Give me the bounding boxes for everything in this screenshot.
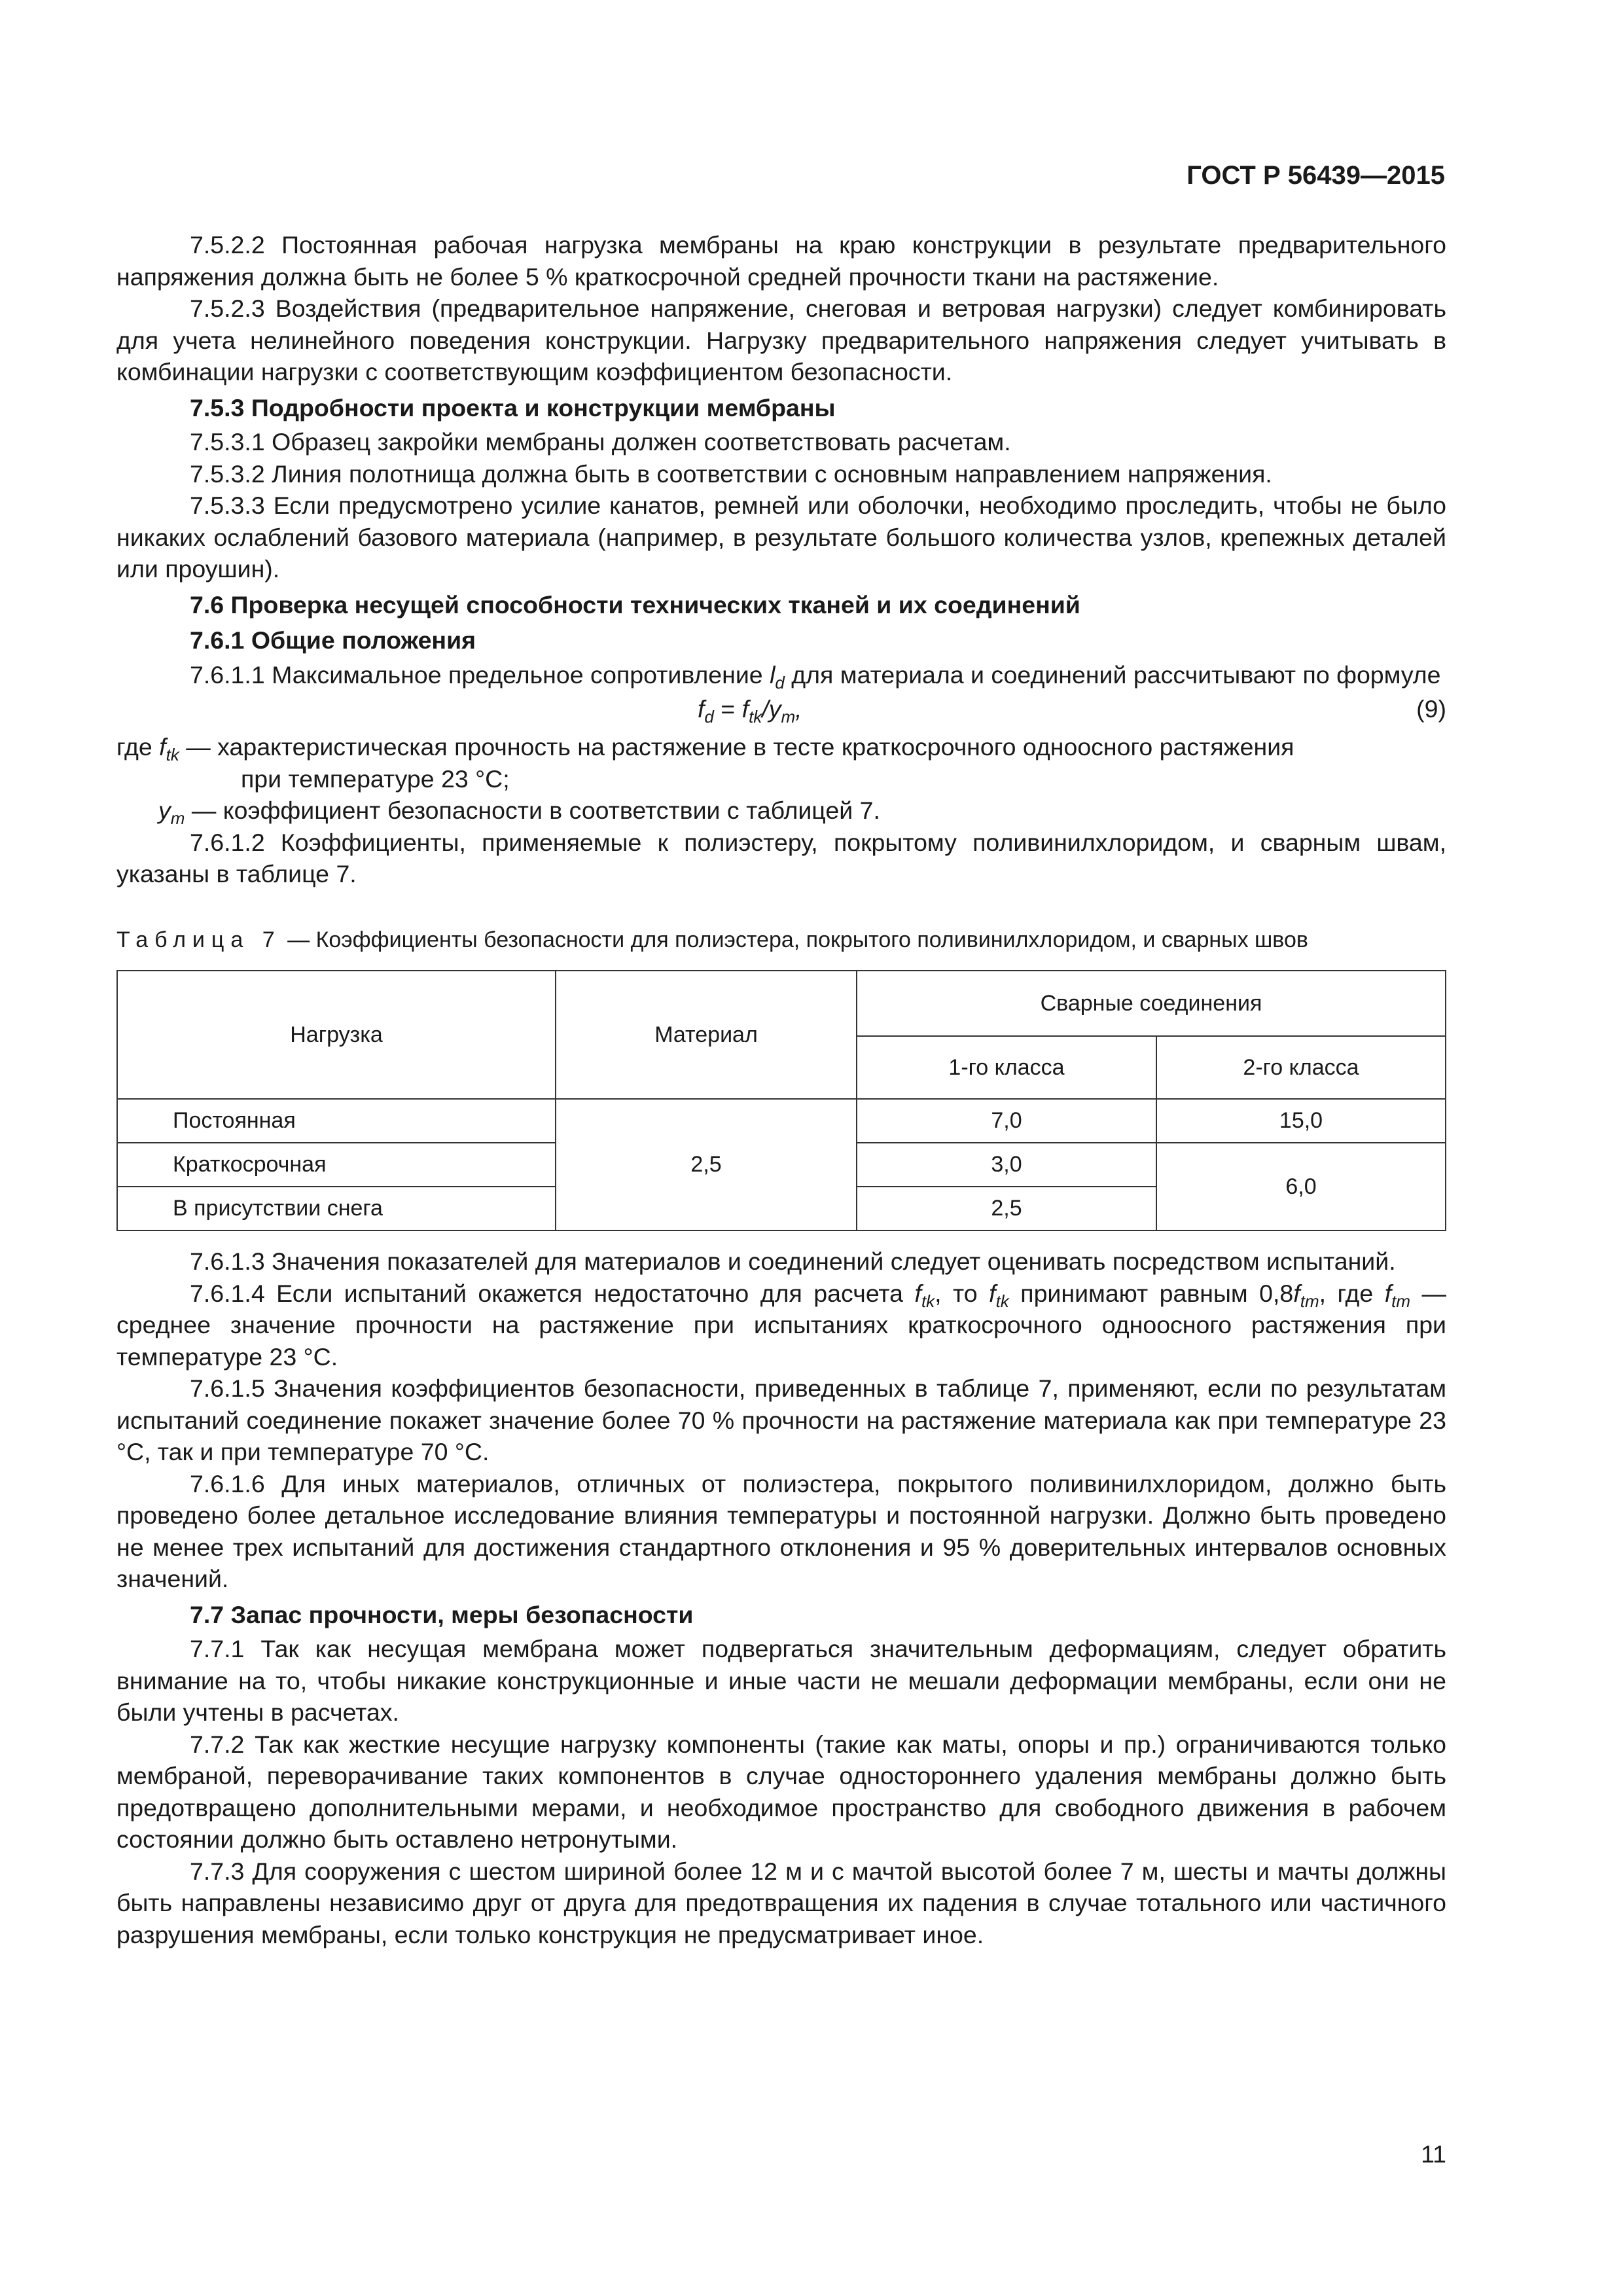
paragraph-7-6-1-4: 7.6.1.4 Если испытаний окажется недостаточно для расчета $f_{tk}$, то $f_{tk}$ принимают равным $0,8f_{tm}$, где $f_{tm}$ — среднее значение прочности на растяжение при испытаниях краткосрочного одноосного растяжения при температуре 23 °C. <box>116 1279 1446 1371</box>
page-number: 11 <box>1421 2140 1446 2168</box>
paragraph-7-6-1-3: 7.6.1.3 Значения показателей для материалов и соединений следует оценивать посредством испытаний. <box>190 1247 1396 1275</box>
table-7 <box>116 970 1446 1231</box>
cell-class2: 15,0 <box>1156 1099 1446 1143</box>
table-row <box>117 1099 1446 1143</box>
paragraph-7-7-2: 7.7.2 Так как жесткие несущие нагрузку компоненты (такие как маты, опоры и пр.) ограничиваются только мембраной, переворачивание таких компонентов в случае одностороннего удаления мембраны должно быть предотвращено дополнительными мерами, и необходимое пространство для свободного движения в рабочем состоянии должно быть оставлено нетронутыми. <box>116 1730 1446 1853</box>
heading-7-6: 7.6 Проверка несущей способности технических тканей и их соединений <box>190 590 1080 619</box>
cell-class2-merged: 6,0 <box>1156 1143 1446 1230</box>
table-7-caption: Таблица 7 — Коэффициенты безопасности для полиэстера, покрытого поливинилхлоридом, и сварных швов <box>116 927 1308 952</box>
paragraph-7-6-1-6: 7.6.1.6 Для иных материалов, отличных от полиэстера, покрытого поливинилхлоридом, должно быть проведено более детальное исследование влияния температуры и постоянной нагрузки. Должно быть проведено не менее трех испытаний для достижения стандартного отклонения и 95 % доверительных интервалов основных значений. <box>116 1469 1446 1592</box>
paragraph-7-5-2-2: 7.5.2.2 Постоянная рабочая нагрузка мембраны на краю конструкции в результате предварительного напряжения должна быть не более 5 % краткосрочной средней прочности ткани на растяжение. <box>116 231 1446 291</box>
cell-material: 2,5 <box>556 1099 857 1230</box>
cell-class1: 2,5 <box>857 1187 1156 1230</box>
header-welds: Сварные соединения <box>857 971 1446 1036</box>
heading-7-7: 7.7 Запас прочности, меры безопасности <box>190 1600 694 1628</box>
paragraph-7-5-3-3: 7.5.3.3 Если предусмотрено усилие канатов, ремней или оболочки, необходимо проследить, чтобы не было никаких ослаблений базового материала (например, в результате большого количества узлов, крепежных деталей или проушин). <box>116 492 1446 583</box>
page-content <box>116 229 1446 1950</box>
paragraph-7-7-3: 7.7.3 Для сооружения с шестом шириной более 12 м и с мачтой высотой более 7 м, шесты и мачты должны быть направлены независимо друг от друга для предотвращения их падения в случае тотального или частичного разрушения мембраны, если только конструкция не предусматривает иное. <box>116 1857 1446 1948</box>
paragraph-7-6-1-5: 7.6.1.5 Значения коэффициентов безопасности, приведенных в таблице 7, применяют, если по результатам испытаний соединение покажет значение более 70 % прочности на растяжение материала как при температуре 23 °C, так и при температуре 70 °C. <box>116 1374 1446 1465</box>
equation-number: (9) <box>1416 695 1446 723</box>
cell-load: В присутствии снега <box>117 1187 556 1230</box>
paragraph-7-7-1: 7.7.1 Так как несущая мембрана может подвергаться значительным деформациям, следует обратить внимание на то, чтобы никакие конструкционные и иные части не мешали деформации мембраны, если они не были учтены в расчетах. <box>116 1635 1446 1726</box>
legend-ftk: где $f_{tk}$ — характеристическая прочность на растяжение в тесте краткосрочного одноосного растяжения <box>116 733 1294 764</box>
document-id-header: ГОСТ Р 56439—2015 <box>1186 161 1445 190</box>
cell-class1: 7,0 <box>857 1099 1156 1143</box>
cell-load: Краткосрочная <box>117 1143 556 1187</box>
paragraph-7-5-3-2: 7.5.3.2 Линия полотнища должна быть в соответствии с основным направлением напряжения. <box>190 459 1272 488</box>
legend-ym: $y_m$ — коэффициент безопасности в соответствии с таблицей 7. <box>158 797 880 828</box>
header-load: Нагрузка <box>117 971 556 1099</box>
formula-legend <box>116 731 1446 827</box>
paragraph-7-5-3-1: 7.5.3.1 Образец закройки мембраны должен соответствовать расчетам. <box>190 428 1011 456</box>
cell-load: Постоянная <box>117 1099 556 1143</box>
paragraph-7-6-1-1: 7.6.1.1 Максимальное предельное сопротивление $l_d$ для материала и соединений рассчитывают по формуле <box>190 660 1441 692</box>
cell-class1: 3,0 <box>857 1143 1156 1187</box>
heading-7-6-1: 7.6.1 Общие положения <box>190 626 476 654</box>
header-material: Материал <box>556 971 857 1099</box>
paragraph-7-6-1-2: 7.6.1.2 Коэффициенты, применяемые к полиэстеру, покрытому поливинилхлоридом, и сварным швам, указаны в таблице 7. <box>116 828 1446 888</box>
header-class-2: 2-го класса <box>1156 1036 1446 1099</box>
paragraph-7-5-2-3: 7.5.2.3 Воздействия (предварительное напряжение, снеговая и ветровая нагрузки) следует комбинировать для учета нелинейного поведения конструкции. Нагрузку предварительного напряжения следует учитывать в комбинации нагрузки с соответствующим коэффициентом безопасности. <box>116 295 1446 386</box>
header-class-1: 1-го класса <box>857 1036 1156 1099</box>
legend-ftk-continued: при температуре 23 °C; <box>241 764 510 793</box>
heading-7-5-3: 7.5.3 Подробности проекта и конструкции мембраны <box>190 393 836 422</box>
formula-9 <box>116 693 1446 731</box>
formula-expression: $f_d = f_{tk}/y_m$, <box>698 695 802 726</box>
